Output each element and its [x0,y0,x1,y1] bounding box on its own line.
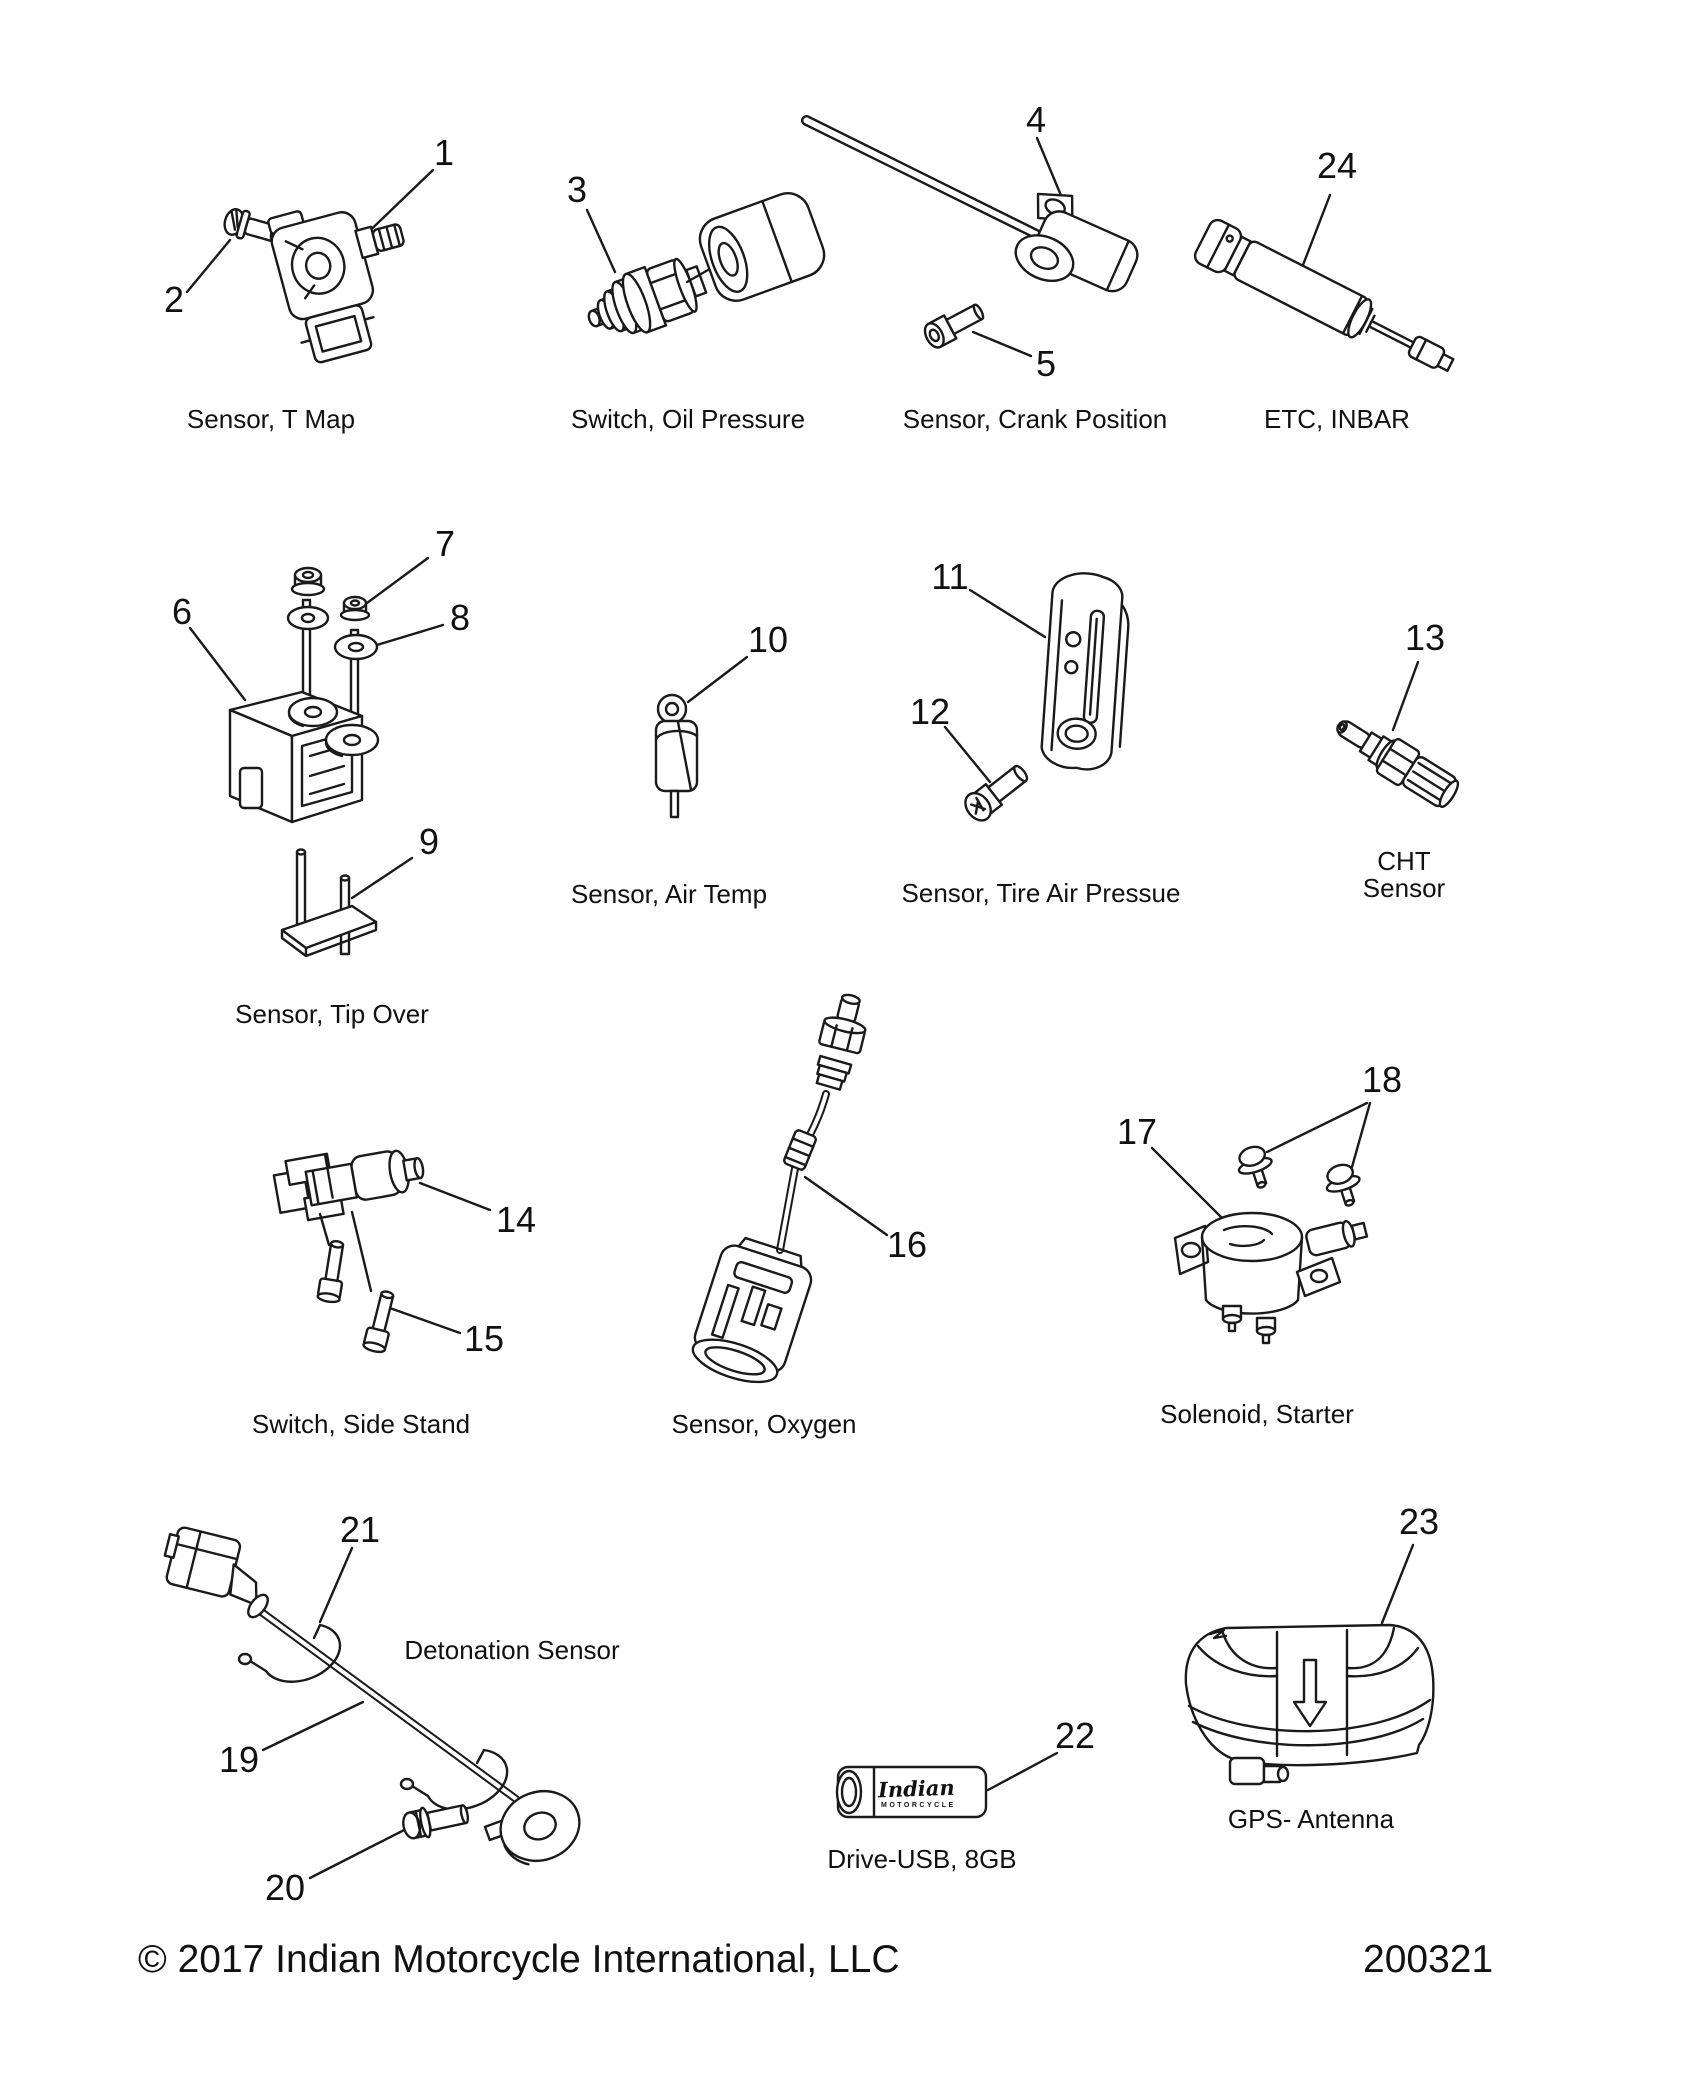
callout-16: 16 [886,1224,928,1265]
callout-4: 4 [1025,99,1047,140]
callout-1: 1 [433,132,455,173]
callout-6: 6 [171,591,193,632]
part-label-usb: Drive-USB, 8GB [827,1844,1017,1874]
callout-21: 21 [339,1509,381,1550]
gps-antenna-drawing [1186,1625,1434,1784]
tmap-sensor-drawing [266,187,429,367]
callout-10: 10 [747,619,789,660]
callout-17: 17 [1116,1111,1158,1152]
callout-2: 2 [163,279,185,320]
part-label-side-stand: Switch, Side Stand [251,1409,471,1439]
part-label-tmap: Sensor, T Map [186,404,356,434]
part-label-crank-position: Sensor, Crank Position [902,404,1168,434]
part-label-detonation: Detonation Sensor [404,1635,620,1665]
part-label-solenoid: Solenoid, Starter [1160,1399,1354,1429]
callout-14: 14 [495,1199,537,1240]
part-label-tip-over: Sensor, Tip Over [235,999,429,1029]
doc-number: 200321 [1363,1938,1494,1981]
tire-pressure-sensor-drawing [960,571,1132,825]
etc-inbar-drawing [1192,217,1461,386]
airtemp-sensor-drawing [656,695,697,817]
side-stand-switch-drawing [272,1138,429,1354]
callout-22: 22 [1054,1715,1096,1756]
oil-switch-boot-drawing [694,187,831,307]
callout-5: 5 [1035,343,1057,384]
part-label-air-temp: Sensor, Air Temp [570,879,768,909]
part-label-oxygen: Sensor, Oxygen [671,1409,857,1439]
callout-3: 3 [566,169,588,210]
part-label-oil-pressure: Switch, Oil Pressure [570,404,806,434]
usb-brand-sub: MOTORCYCLE [881,1802,956,1809]
oxygen-sensor-drawing [686,993,867,1392]
part-label-tire-air: Sensor, Tire Air Pressue [901,878,1181,908]
callout-20: 20 [264,1867,306,1908]
part-label-etc-inbar: ETC, INBAR [1264,404,1410,434]
callout-23: 23 [1398,1501,1440,1542]
callout-8: 8 [449,597,471,638]
detonation-sensor-drawing [159,1524,590,1875]
callout-12: 12 [909,691,951,732]
tipover-sensor-drawing [230,568,378,956]
callout-19: 19 [218,1739,260,1780]
callout-18: 18 [1361,1059,1403,1100]
tipover-bracket-drawing [282,850,376,957]
starter-solenoid-drawing [1175,1142,1368,1343]
callout-7: 7 [434,523,456,564]
callout-15: 15 [463,1318,505,1359]
callout-13: 13 [1404,617,1446,658]
crank-sensor-drawing [802,116,1150,350]
part-label-cht [1363,848,1445,903]
callout-11: 11 [931,556,969,597]
cht-label-line1: CHT [1377,846,1431,876]
copyright-text: © 2017 Indian Motorcycle International, LLC [138,1938,900,1981]
part-label-gps: GPS- Antenna [1227,1804,1395,1834]
oil-pressure-switch-drawing [579,250,712,349]
callout-9: 9 [418,821,440,862]
usb-brand-logo: Indian [877,1774,956,1803]
cht-label-line2: Sensor [1362,873,1446,904]
callout-24: 24 [1316,145,1358,186]
